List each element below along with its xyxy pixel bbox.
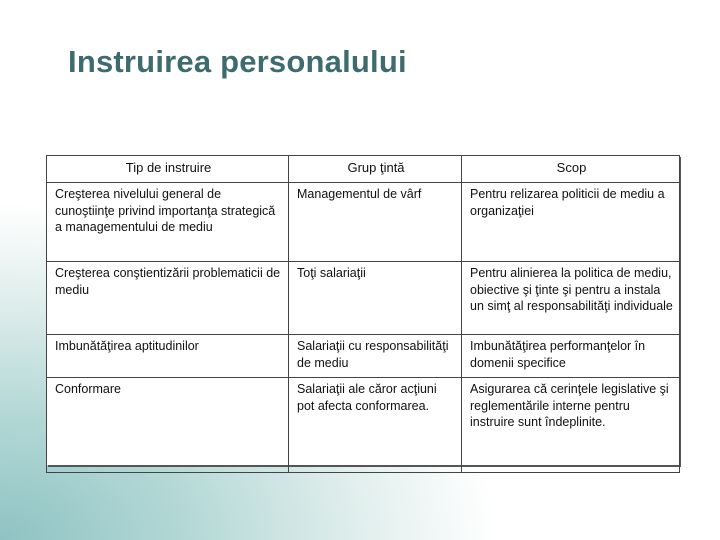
- table-row: [47, 183, 680, 262]
- cell-target-group: Toţi salariaţii: [289, 262, 462, 335]
- cell-training-type: Conformare: [47, 378, 289, 473]
- cell-purpose: Imbunătăţirea performanţelor în domenii specifice: [462, 335, 680, 378]
- cell-target-group: Managementul de vârf: [289, 183, 462, 262]
- table-row: [47, 335, 680, 378]
- table-row: [47, 262, 680, 335]
- cell-target-group: Salariaţii ale căror acţiuni pot afecta conformarea.: [289, 378, 462, 473]
- slide-title: Instruirea personalului: [68, 44, 407, 79]
- table-row: [47, 378, 680, 473]
- cell-training-type: Creşterea conştientizării problematicii de mediu: [47, 262, 289, 335]
- cell-purpose: Pentru relizarea politicii de mediu a organizaţiei: [462, 183, 680, 262]
- header-target-group: Grup ţintă: [289, 156, 462, 183]
- cell-target-group: Salariaţii cu responsabilităţi de mediu: [289, 335, 462, 378]
- cell-training-type: Imbunătăţirea aptitudinilor: [47, 335, 289, 378]
- cell-training-type: Creşterea nivelului general de cunoştiinţe privind importanţa strategică a managementului de mediu: [47, 183, 289, 262]
- cell-purpose: Asigurarea că cerinţele legislative şi reglementările interne pentru instruire sunt îndeplinite.: [462, 378, 680, 473]
- header-training-type: Tip de instruire: [47, 156, 289, 183]
- table-header-row: [47, 156, 680, 183]
- training-table: [46, 155, 679, 465]
- cell-purpose: Pentru alinierea la politica de mediu, obiective şi ţinte şi pentru a instala un simţ al responsabilităţi individuale: [462, 262, 680, 335]
- header-purpose: Scop: [462, 156, 680, 183]
